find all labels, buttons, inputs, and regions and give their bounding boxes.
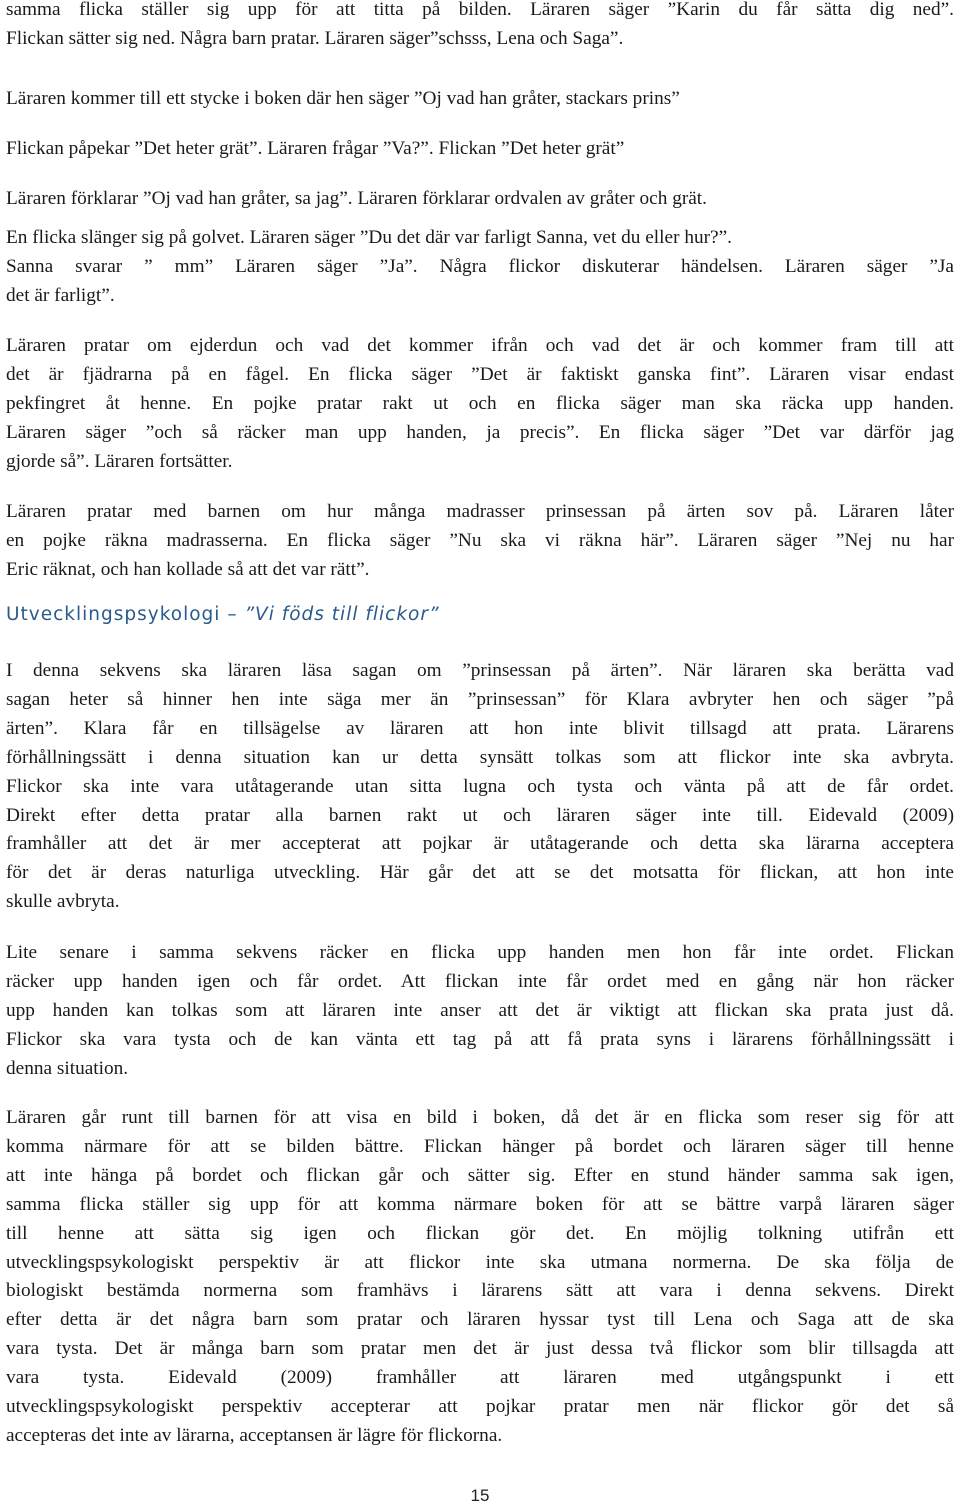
text-line: I denna sekvens ska läraren läsa sagan om ”prinsessan på ärten”. När läraren ska berätta vad [6,660,954,681]
text-line: Lite senare i samma sekvens räcker en flicka upp handen men hon får inte ordet. Flickan [6,942,954,963]
paragraph-ejderdun [6,332,954,477]
text-line: förhållningssätt i denna situation kan ur detta synsätt tolkas som att flickor inte ska avbryta. [6,746,954,768]
text-line: En flicka slänger sig på golvet. Läraren säger ”Du det där var farligt Sanna, vet du eller hur?”. [6,227,732,248]
text-line: biologiskt bestämda normerna som framhävs i lärarens sätt att vara i denna sekvens. Direkt [6,1280,954,1302]
text-line: Läraren går runt till barnen för att visa en bild i boken, då det är en flicka som reser sig för att [6,1107,954,1128]
section-heading [6,604,440,625]
text-line: Läraren kommer till ett stycke i boken där hen säger ”Oj vad han gråter, stackars prins” [6,88,680,109]
paragraph-madrasser [6,498,954,585]
text-line: gjorde så”. Läraren fortsätter. [6,450,233,472]
text-line: pekfingret åt henne. En pojke pratar rakt ut och en flicka säger man ska räcka upp handen. [6,392,954,414]
text-line: samma flicka ställer sig upp för att titta på bilden. Läraren säger ”Karin du får sätta dig ned”. [6,0,954,20]
text-line: Läraren pratar med barnen om hur många madrasser prinsessan på ärten sov på. Läraren låter [6,501,954,522]
text-line: sagan heter så hinner hen inte säga mer än ”prinsessan” för Klara avbryter hen och säger ”på [6,688,954,710]
paragraph-senare [6,939,954,1084]
text-line: skulle avbryta. [6,891,120,913]
dialogue-lines [6,74,954,224]
text-line: en pojke räkna madrasserna. En flicka säger ”Nu ska vi räkna här”. Läraren säger ”Nej nu har [6,529,954,551]
text-line: Läraren säger ”och så räcker man upp handen, ja precis”. En flicka säger ”Det var därför jag [6,421,954,443]
section-heading-quote: ”Vi föds till flickor” [244,604,440,625]
text-line: samma flicka ställer sig upp för att komma närmare boken för att se bättre varpå läraren säger [6,1193,954,1215]
text-line: vara tysta. Det är många barn som pratar men det är just dessa två flickor som blir tillsagda att [6,1338,954,1360]
text-line: komma närmare för att se bilden bättre. Flickan hänger på bordet och läraren säger till henne [6,1135,954,1157]
text-line: det är farligt”. [6,284,115,306]
text-line: Flickan påpekar ”Det heter grät”. Läraren frågar ”Va?”. Flickan ”Det heter grät” [6,138,625,159]
text-line: det är fjädrarna på en fågel. En flicka säger ”Det är faktiskt ganska fint”. Läraren visar endast [6,363,954,385]
text-line: Flickan sätter sig ned. Några barn pratar. Läraren säger”schsss, Lena och Saga”. [6,27,624,49]
paragraph-sekvens [6,657,954,917]
text-line: utvecklingspsykologiskt perspektiv är att flickor inte ska utmana normerna. De ska följa de [6,1251,954,1273]
text-line: utvecklingspsykologiskt perspektiv accepterar att pojkar pratar men när flickor gör det så [6,1396,954,1418]
text-line: framhåller att det är mer accepterat att pojkar är utåtagerande och detta ska lärarna acceptera [6,833,954,855]
text-line: Sanna svarar ” mm” Läraren säger ”Ja”. Några flickor diskuterar händelsen. Läraren säger ”Ja [6,255,954,277]
text-line: Läraren pratar om ejderdun och vad det kommer ifrån och vad det är och kommer fram till att [6,335,954,356]
text-line: ärten”. Klara får en tillsägelse av läraren att hon inte blivit tillsagd att prata. Lärarens [6,717,954,739]
section-heading-main: Utvecklingspsykologi – [6,604,245,625]
paragraph-runt [6,1104,954,1451]
paragraph-floor [6,224,954,311]
text-line: denna situation. [6,1057,129,1079]
text-line: Flickor ska inte vara utåtagerande utan sitta lugna och tysta och vänta på att de får ordet. [6,775,954,797]
text-line: vara tysta. Eidevald (2009) framhåller att läraren med utgångspunkt i ett [6,1367,954,1389]
text-line: Eric räknat, och han kollade så att det var rätt”. [6,558,370,580]
text-line: accepteras det inte av lärarna, acceptansen är lägre för flickorna. [6,1424,503,1446]
text-line: Direkt efter detta pratar alla barnen rakt ut och läraren säger inte till. Eidevald (2009) [6,804,954,826]
text-line: Flickor ska vara tysta och de kan vänta ett tag på att få prata syns i lärarens förhållningssätt i [6,1028,954,1050]
text-line: efter detta är det några barn som pratar och läraren hyssar tyst till Lena och Saga att de ska [6,1309,954,1331]
text-line: att inte hänga på bordet och flickan går och sätter sig. Efter en stund händer samma sak igen, [6,1164,954,1186]
text-line: Läraren förklarar ”Oj vad han gråter, sa jag”. Läraren förklarar ordvalen av gråter och grät. [6,188,707,209]
text-line: upp handen kan tolkas som att läraren inte anser att det är viktigt att flickan ska prata just då. [6,999,954,1021]
text-line: räcker upp handen igen och får ordet. Att flickan inte får ordet med en gång när hon räcker [6,970,954,992]
page-number: 15 [470,1486,490,1505]
intro-paragraph [6,0,954,54]
text-line: för det är deras naturliga utveckling. Här går det att se det motsatta för flickan, att hon inte [6,862,954,884]
text-line: till henne att sätta sig igen och flickan gör det. En möjlig tolkning utifrån ett [6,1222,954,1244]
